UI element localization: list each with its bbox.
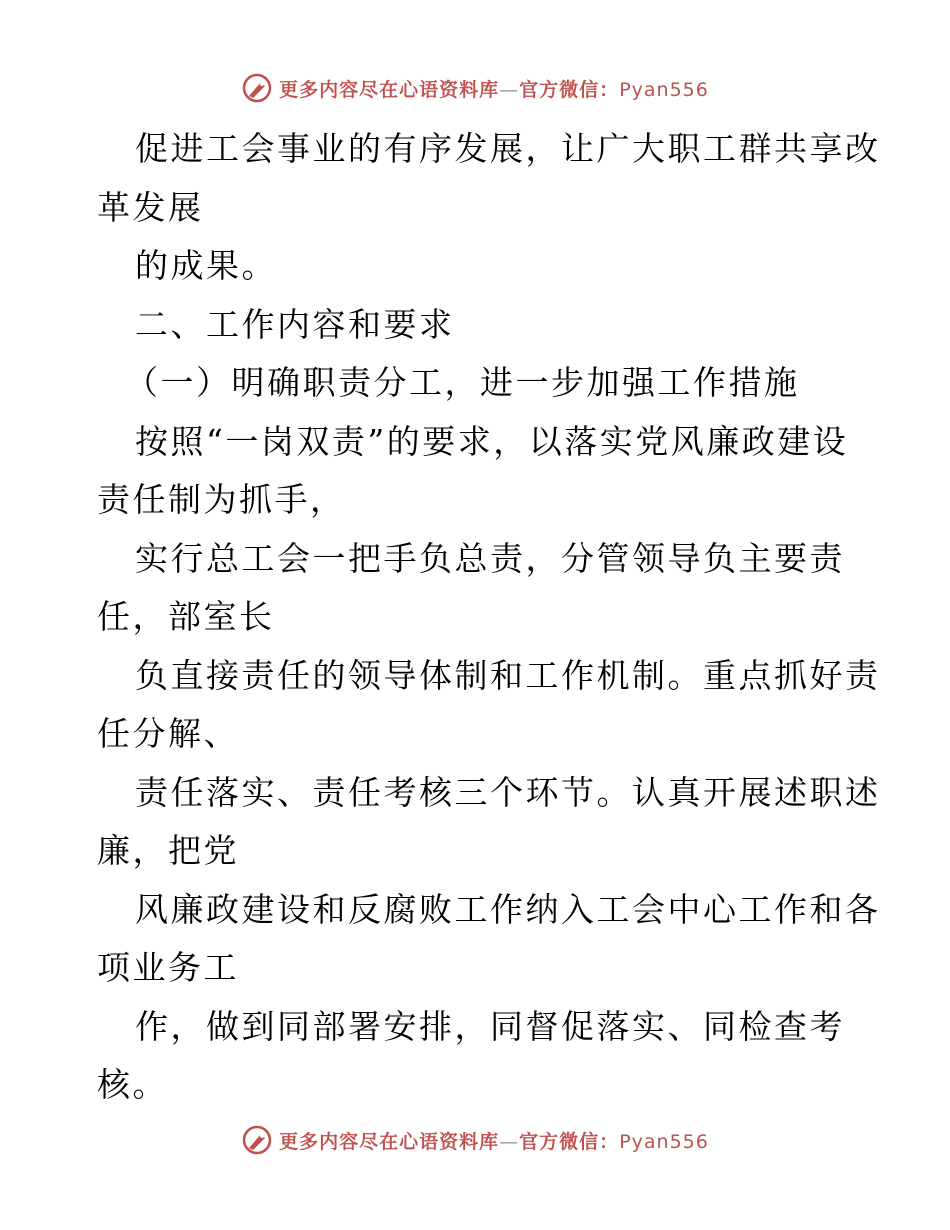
text-line: 的成果。 [135,246,277,285]
watermark-separator: — [499,78,520,101]
text-line: 任分解、 [97,714,239,753]
watermark-text [279,75,709,102]
watermark-label: 官方微信： [519,78,620,101]
watermark-id: Pyan556 [619,1130,709,1153]
subsection-heading: （一）明确职责分工，进一步加强工作措施 [125,363,800,402]
text-line: 核。 [97,1065,168,1104]
text-line: 按照“一岗双责”的要求，以落实党风廉政建设 [135,421,849,461]
watermark-brand: 更多内容尽在心语资料库 [279,78,500,101]
text-line: 风廉政建设和反腐败工作纳入工会中心工作和各 [135,889,881,929]
text-line: 责任落实、责任考核三个环节。认真开展述职述 [135,772,881,812]
footer-watermark [0,1124,950,1156]
text-line: 项业务工 [97,948,239,987]
text-line: 促进工会事业的有序发展，让广大职工群共享改 [135,129,881,168]
section-heading: 二、工作内容和要求 [135,304,455,344]
text-line: 任，部室长 [97,597,275,636]
watermark-id: Pyan556 [619,78,709,101]
pen-nib-logo-icon [241,72,273,104]
watermark-text [279,1127,709,1154]
text-line: 责任制为抓手， [97,480,346,519]
text-line: 革发展 [97,187,204,227]
text-line: 作，做到同部署安排，同督促落实、同检查考 [135,1006,845,1046]
document-body [97,120,881,1115]
watermark-brand: 更多内容尽在心语资料库 [279,1130,500,1153]
header-watermark [0,72,950,104]
watermark-separator: — [499,1130,520,1153]
text-line: 负直接责任的领导体制和工作机制。重点抓好责 [135,655,881,695]
watermark-label: 官方微信： [519,1130,620,1153]
text-line: 实行总工会一把手负总责，分管领导负主要责 [135,538,845,578]
text-line: 廉，把党 [97,831,239,870]
pen-nib-logo-icon [241,1124,273,1156]
